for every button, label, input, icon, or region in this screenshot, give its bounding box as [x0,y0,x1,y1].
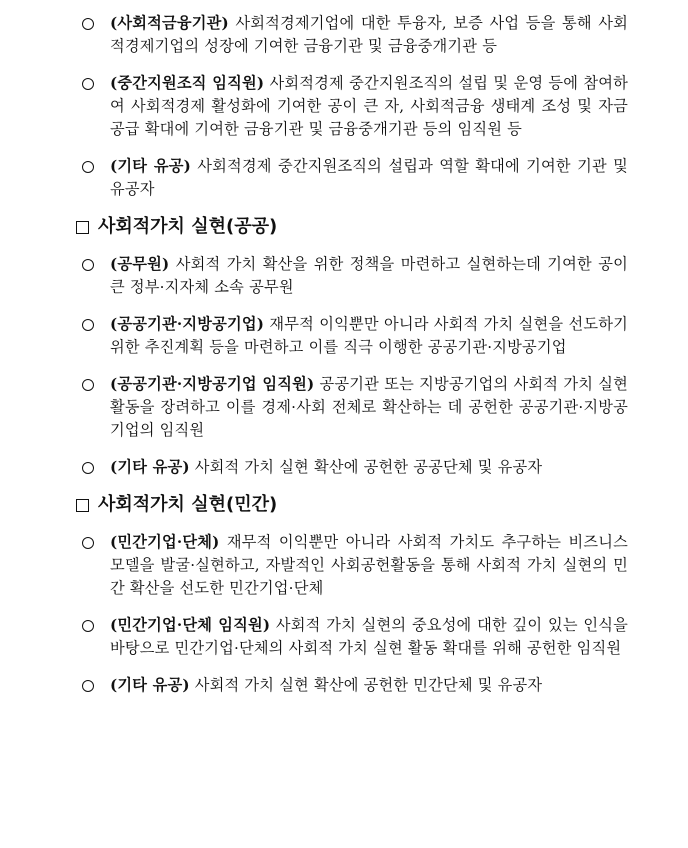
section-title-text: 사회적가치 실현(민간) [98,494,278,515]
item-label: (사회적금융기관) [110,14,229,32]
circle-bullet-icon [82,259,94,271]
circle-bullet-icon [82,161,94,173]
circle-bullet-icon [82,379,94,391]
item-text [110,313,628,359]
item-label: (기타 유공) [110,676,190,694]
list-item [58,614,628,660]
circle-bullet-icon [82,78,94,90]
item-text [110,531,628,600]
section-heading [76,493,628,517]
item-label: (공공기관·지방공기업 임직원) [110,375,315,393]
item-description: 사회적경제기업에 대한 투융자, 보증 사업 등을 통해 사회적경제기업의 성장에 기여한 금융기관 및 금융중개기관 등 [110,14,628,55]
item-text [110,12,628,58]
list-item [58,155,628,201]
item-label: (민간기업·단체 임직원) [110,616,271,634]
item-text [110,253,628,299]
item-label: (공공기관·지방공기업) [110,315,265,333]
item-label: (기타 유공) [110,458,190,476]
item-description: 사회적경제 중간지원조직의 설립 및 운영 등에 참여하여 사회적경제 활성화에 기여한 공이 큰 자, 사회적금융 생태계 조성 및 자금 공급 확대에 기여한 금융기관 및 금융중개기관 등의 임직원 등 [110,74,628,138]
item-text [110,155,628,201]
section-public [58,215,628,479]
item-description: 재무적 이익뿐만 아니라 사회적 가치 실현을 선도하기 위한 추진계획 등을 마련하고 이를 직극 이행한 공공기관·지방공기업 [110,315,628,356]
section-title-text: 사회적가치 실현(공공) [98,216,278,237]
list-item [58,674,628,697]
list-item [58,373,628,442]
list-item [58,313,628,359]
item-text [110,674,628,697]
item-description: 사회적 가치 확산을 위한 정책을 마련하고 실현하는데 기여한 공이 큰 정부·지자체 소속 공무원 [110,255,628,296]
circle-bullet-icon [82,680,94,692]
item-text [110,72,628,141]
item-label: (기타 유공) [110,157,192,175]
item-label: (중간지원조직 임직원) [110,74,265,92]
item-description: 사회적 가치 실현의 중요성에 대한 깊이 있는 인식을 바탕으로 민간기업·단체의 사회적 가치 실현 활동 확대를 위해 공헌한 임직원 [110,616,629,657]
section-private [58,493,628,697]
square-bullet-icon [76,221,89,234]
list-item [58,72,628,141]
section-social-finance [58,12,628,201]
circle-bullet-icon [82,319,94,331]
list-item [58,531,628,600]
square-bullet-icon [76,499,89,512]
item-label: (민간기업·단체) [110,533,220,551]
circle-bullet-icon [82,620,94,632]
circle-bullet-icon [82,462,94,474]
list-item [58,456,628,479]
list-item [58,253,628,299]
circle-bullet-icon [82,537,94,549]
item-text [110,456,628,479]
item-description: 재무적 이익뿐만 아니라 사회적 가치도 추구하는 비즈니스 모델을 발굴·실현하고, 자발적인 사회공헌활동을 통해 사회적 가치 실현의 민간 확산을 선도한 민간기업·단체 [110,533,628,597]
item-text [110,614,628,660]
item-description: 사회적 가치 실현 확산에 공헌한 공공단체 및 유공자 [189,458,543,476]
item-label: (공무원) [110,255,170,273]
circle-bullet-icon [82,18,94,30]
item-description: 공공기관 또는 지방공기업의 사회적 가치 실현 활동을 장려하고 이를 경제·사회 전체로 확산하는 데 공헌한 공공기관·지방공기업의 임직원 [110,375,629,439]
list-item [58,12,628,58]
item-description: 사회적경제 중간지원조직의 설립과 역할 확대에 기여한 기관 및 유공자 [110,157,628,198]
item-description: 사회적 가치 실현 확산에 공헌한 민간단체 및 유공자 [189,676,543,694]
section-heading [76,215,628,239]
item-text [110,373,628,442]
